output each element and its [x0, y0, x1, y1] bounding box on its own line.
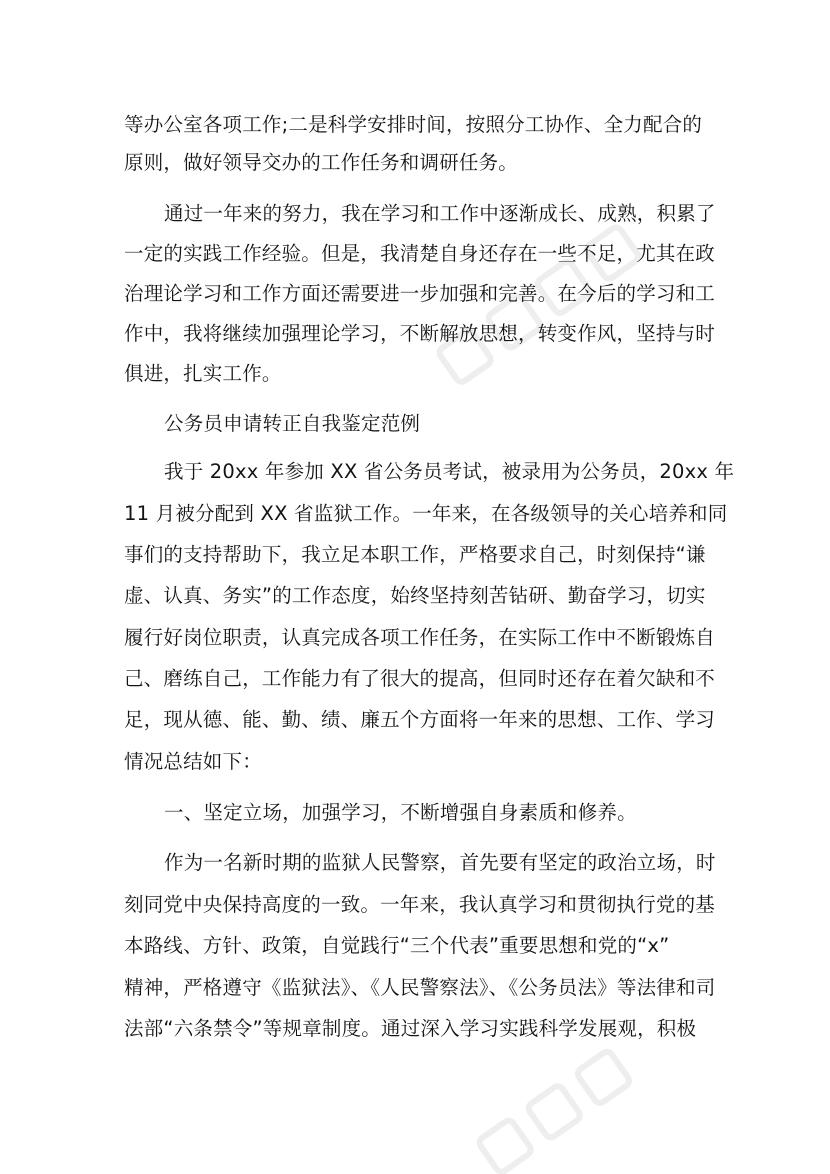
text-line-11	[0, 537, 830, 573]
text-line-1	[0, 107, 830, 143]
line-text: 己、磨练自己，工作能力有了很大的提高，但同时还存在着欠缺和不	[124, 667, 716, 690]
text-line-7	[0, 356, 830, 392]
line-text: 作中，我将继续加强理论学习，不断解放思想，转变作风，坚持与时	[124, 322, 716, 345]
text-line-5	[0, 276, 830, 312]
line-text: 一、坚定立场，加强学习，不断增强自身素质和修养。	[164, 801, 637, 824]
text-line-20	[0, 928, 830, 964]
line-text: 治理论学习和工作方面还需要进一步加强和完善。在今后的学习和工	[124, 282, 716, 305]
text-line-19	[0, 887, 830, 923]
line-text: 精神，严格遵守《监狱法》、《人民警察法》、《公务员法》等法律和司	[124, 976, 716, 999]
line-text: 通过一年来的努力，我在学习和工作中逐渐成长、成熟，积累了	[164, 202, 716, 225]
text-line-18	[0, 845, 830, 881]
line-text: 足，现从德、能、勤、绩、廉五个方面将一年来的思想、工作、学习	[124, 708, 716, 731]
line-text: 法部“六条禁令”等规章制度。通过深入学习实践科学发展观，积极	[124, 1017, 697, 1040]
line-text: 公务员申请转正自我鉴定范例	[164, 412, 421, 435]
line-text: 11 月被分配到 XX 省监狱工作。一年来，在各级领导的关心培养和同	[124, 502, 728, 525]
line-text: 等办公室各项工作;二是科学安排时间，按照分工协作、全力配合的	[124, 113, 703, 136]
line-text: 履行好岗位职责，认真完成各项工作任务，在实际工作中不断锻炼自	[124, 626, 716, 649]
line-text: 本路线、方针、政策，自觉践行“三个代表”重要思想和党的“x”	[124, 934, 670, 957]
text-line-16	[0, 744, 830, 780]
text-line-6	[0, 316, 830, 352]
text-line-15	[0, 702, 830, 738]
text-line-2	[0, 145, 830, 181]
line-text: 我于 20xx 年参加 XX 省公务员考试，被录用为公务员，20xx 年	[164, 460, 735, 483]
line-text: 原则，做好领导交办的工作任务和调研任务。	[124, 151, 519, 174]
text-line-3	[0, 196, 830, 232]
text-line-13	[0, 620, 830, 656]
line-text: 情况总结如下：	[124, 750, 262, 773]
line-text: 刻同党中央保持高度的一致。一年来，我认真学习和贯彻执行党的基	[124, 893, 716, 916]
text-line-10	[0, 496, 830, 532]
line-text: 作为一名新时期的监狱人民警察，首先要有坚定的政治立场，时	[164, 851, 716, 874]
text-line-22	[0, 1011, 830, 1047]
subsection-heading	[0, 795, 830, 831]
line-text: 事们的支持帮助下，我立足本职工作，严格要求自己，时刻保持“谦	[124, 543, 706, 566]
section-title	[0, 406, 830, 442]
text-line-21	[0, 970, 830, 1006]
text-line-9	[0, 454, 830, 490]
line-text: 虚、认真、务实”的工作态度，始终坚持刻苦钻研、勤奋学习，切实	[124, 584, 706, 607]
text-line-14	[0, 661, 830, 697]
text-line-12	[0, 578, 830, 614]
line-text: 一定的实践工作经验。但是，我清楚自身还存在一些不足，尤其在政	[124, 242, 716, 265]
text-line-4	[0, 236, 830, 272]
line-text: 俱进，扎实工作。	[124, 362, 282, 385]
